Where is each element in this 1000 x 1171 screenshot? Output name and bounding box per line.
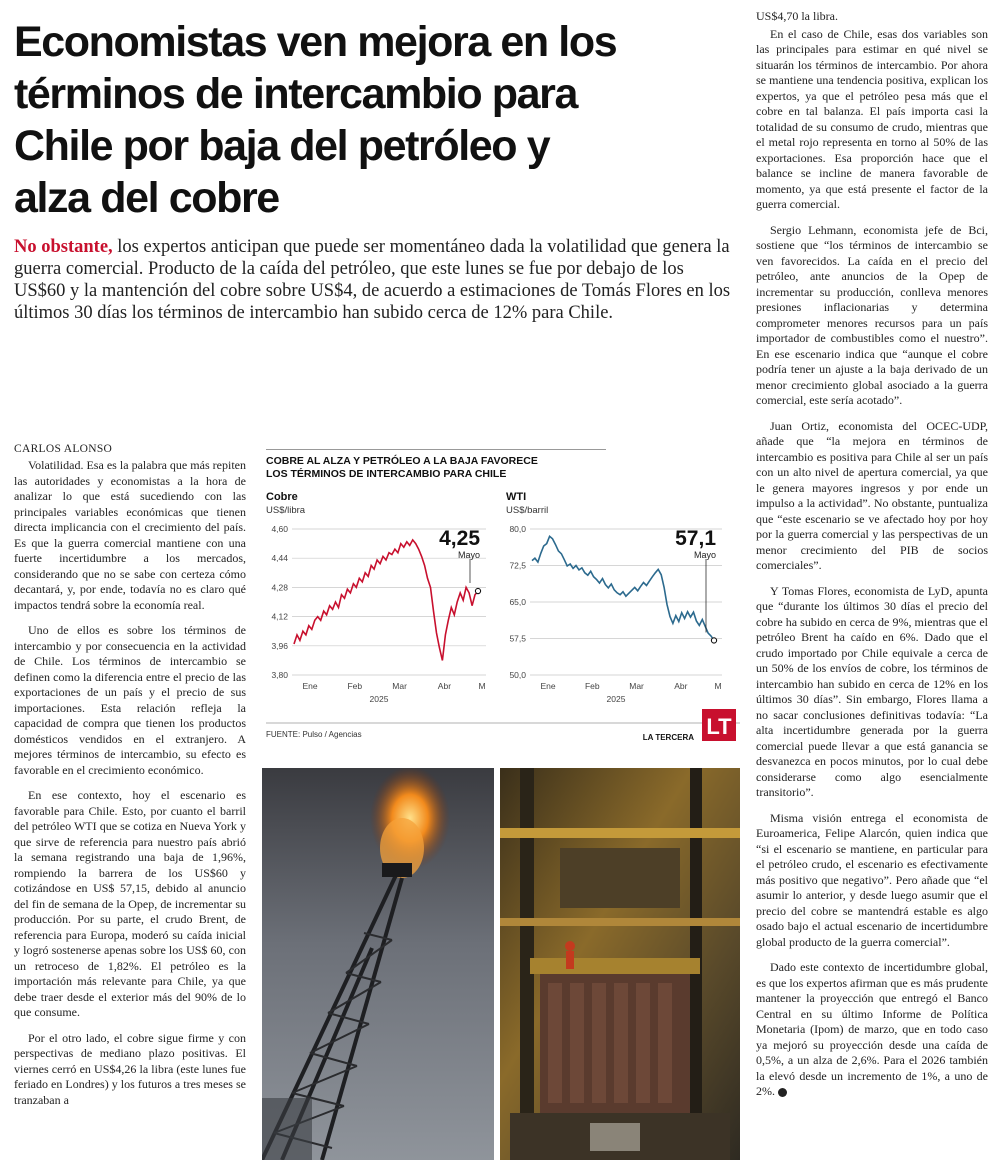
article-column-3 — [756, 9, 988, 1167]
body-paragraph: Por el otro lado, el cobre sigue firme y con perspectivas de mediano plazo positivas. El viernes cerró en US$4,26 la libra (este lunes fue feriado en Londres) y los futuros a tres meses se tranzaban a — [14, 1030, 246, 1107]
brand-label: LA TERCERA — [642, 733, 694, 742]
last-point-marker — [711, 638, 716, 643]
body-paragraph — [756, 960, 988, 1100]
y-tick-label: 72,5 — [509, 560, 526, 571]
infographic-title-line: LOS TÉRMINOS DE INTERCAMBIO PARA CHILE — [266, 468, 507, 480]
body-paragraph: Volatilidad. Esa es la palabra que más repiten las autoridades y economistas a la hora de analizar lo que está sucediendo con las principales variables económicas que tienen directa implicancia con el crecimiento del país. Es que la guerra comercial mantiene con una fuerte incertidumbre a los mercados, considerando que no se sabe con certeza cómo decantará, y, por ende, todavía no es claro qué impactos tendrá sobre la economía real. — [14, 458, 246, 612]
lead-paragraph — [14, 236, 734, 324]
x-tick-label: Feb — [347, 681, 363, 691]
y-tick-label: 3,96 — [271, 640, 288, 651]
headline-line: Chile por baja del petróleo y — [14, 122, 550, 170]
last-value-date: Mayo — [457, 550, 480, 560]
y-tick-label: 4,12 — [271, 611, 288, 622]
series-line — [532, 536, 714, 640]
infographic-source: FUENTE: Pulso / Agencias — [266, 730, 362, 739]
x-year-label: 2025 — [369, 694, 389, 704]
last-value-date: Mayo — [693, 550, 716, 560]
x-tick-label: Mar — [629, 681, 644, 691]
x-tick-label: M — [478, 681, 486, 691]
y-tick-label: 50,0 — [509, 670, 526, 680]
lt-logo-text: LT — [706, 714, 732, 739]
chart-unit: US$/barril — [506, 505, 549, 516]
headline-line: alza del cobre — [14, 174, 279, 222]
y-tick-label: 4,28 — [271, 582, 288, 593]
body-paragraph: Y Tomas Flores, economista de LyD, apunta que “durante los últimos 30 días el precio del cobre ha subido en cerca de 9%, mientras que el petróleo Brent ha caído en 6%. Dado que el crudo importado por Chile equivale a cerca de un 50% de los envíos de cobre, los términos de intercambio han subido en cerca de 12% en los últimos 30 días”. Sin embargo, Flores llama a no sacar conclusiones definitivas todavía: “La alta incertidumbre generada por la guerra comercial puede llevar a que está ganancia se desvanezca en pocos minutos, por lo cual debe considerarse como algo esencialmente transitorio”. — [756, 583, 988, 799]
photo-strip — [262, 768, 740, 1160]
x-tick-label: Feb — [584, 681, 600, 691]
oil-platform-photo — [262, 768, 494, 1160]
headline-line: Economistas ven mejora en los — [14, 18, 617, 66]
chart-title: Cobre — [266, 491, 298, 503]
last-point-marker — [475, 588, 480, 593]
y-tick-label: 57,5 — [509, 633, 526, 644]
lead-highlight: No obstante, — [14, 237, 113, 257]
x-tick-label: Mar — [392, 681, 407, 691]
y-tick-label: 3,80 — [271, 670, 288, 680]
chart-unit: US$/libra — [266, 505, 306, 516]
lead-text: los expertos anticipan que puede ser momentáneo dada la volatilidad que genera la guerra comercial. Producto de la caída del petróleo, que este lunes se fue por debajo de los US$60 y la mantención del cobre sobre US$4, de acuerdo a estimaciones de Tomás Flores en los últimos 30 días los términos de intercambio han subido cerca de 12% para Chile. — [14, 237, 731, 323]
last-value-label: 4,25 — [439, 527, 480, 550]
y-tick-label: 80,0 — [509, 524, 526, 534]
y-tick-label: 4,60 — [271, 524, 288, 534]
infographic — [262, 445, 742, 745]
x-tick-label: Abr — [437, 681, 452, 691]
body-paragraph: US$4,70 la libra. — [756, 9, 838, 23]
article-column-1 — [14, 458, 246, 1163]
x-year-label: 2025 — [606, 694, 626, 704]
copper-mine-photo — [500, 768, 740, 1160]
last-value-label: 57,1 — [675, 527, 716, 550]
body-paragraph: En ese contexto, hoy el escenario es favorable para Chile. Esto, por cuanto el barril del petróleo WTI que se cotiza en Nueva York y que sirve de referencia para nuestro país abrió la semana registrando una baja de 1,96%, rompiendo la barrera de los US$60 y cotizándose en US$ 57,15, debido al anuncio del fin de semana de la Opep, de incrementar su producción. Por su parte, el crudo Brent, de referencia para Europa, moderó su caída inicial y logró sostenerse apenas sobre los US$ 60, con un retroceso de 1,82%. El petróleo es la importación más relevante para Chile, ya que debe traer desde el exterior más del 90% de lo que consume. — [14, 788, 246, 1019]
x-tick-label: M — [714, 681, 722, 691]
y-tick-label: 65,0 — [509, 597, 526, 607]
infographic-title-line: COBRE AL ALZA Y PETRÓLEO A LA BAJA FAVORECE — [266, 455, 538, 467]
charts-svg — [262, 445, 742, 745]
end-of-article-icon — [778, 1088, 787, 1097]
body-paragraph: Sergio Lehmann, economista jefe de Bci, sostiene que “los términos de intercambio se ven favorecidos. La caída en el precio del petróleo, ante anuncios de la Opep de incrementar su producción, conlleva menores presiones inflacionarias y determina comprometer menores recursos para un país importador de combustibles como el nuestro”. En ese escenario indica que “aunque el cobre podría tener un ajuste a la baja derivado de un menor crecimiento global asociado a la guerra comercial, este sería acotado”. — [756, 222, 988, 407]
x-tick-label: Ene — [540, 681, 556, 691]
y-tick-label: 4,44 — [271, 553, 288, 564]
body-paragraph: Juan Ortiz, economista del OCEC-UDP, añade que “la mejora en términos de intercambio es positiva para Chile al ser un país con un alto nivel de apertura comercial, ya que le genera mayores ingresos y por ende un impulso a la actividad”. No obstante, puntualiza que “este escenario se ve afectado hoy por hoy por la guerra comercial y las perspectivas de un menor crecimiento del PIB de socios comerciales”. — [756, 418, 988, 572]
byline: CARLOS ALONSO — [14, 443, 113, 455]
body-paragraph: Uno de ellos es sobre los términos de intercambio y por consecuencia en la actividad de Chile. Los términos de intercambio se definen como la diferencia entre el precio de las exportaciones de un país y el precio de sus importaciones. Esta relación refleja la capacidad de compra que tienen los productos domésticos vendidos en el extranjero. A mejores términos de intercambio, su efecto es favorable en el crecimiento económico. — [14, 623, 246, 777]
headline — [14, 16, 744, 224]
x-tick-label: Abr — [674, 681, 688, 691]
body-paragraph: Misma visión entrega el economista de Euroamerica, Felipe Alarcón, quien indica que “si el escenario se mantiene, en particular para el petróleo crudo, el escenario es efectivamente más positivo que negativo”. Pero añade que “el asumir lo anterior, y desde luego asumir que el precio del cobre se mantendrá estable es algo osado bajo el actual escenario de incertidumbre global producto de la guerra comercial”. — [756, 810, 988, 949]
x-tick-label: Ene — [302, 681, 318, 691]
headline-line: términos de intercambio para — [14, 70, 577, 118]
body-text: Dado este contexto de incertidumbre global, es que los expertos afirman que es más prudente mantener la proyección que entregó el Banco Central en su último Informe de Política Monetaria (Ipom) de marzo, que en todo caso ya mejoró su proyección desde una caída de 0,5%, a un alza de 2,6%. Para el 2026 también la elevó desde un incremento de 1%, a uno de 2%. — [756, 960, 988, 1098]
body-paragraph: En el caso de Chile, esas dos variables son las principales para estimar en qué nivel se situarán los términos de intercambio. Por ahora se mantiene una tendencia positiva, explican los expertos, ya que el petróleo pesa más que el cobre en tal balanza. El país importa casi la totalidad de su consumo de crudo, mientras que el metal rojo representa en torno al 50% de las exportaciones. Esa proporción hace que el balance se incline de manera favorable de momento, ya que está presente el factor de la guerra comercial. — [756, 26, 988, 211]
chart-title: WTI — [506, 491, 527, 503]
